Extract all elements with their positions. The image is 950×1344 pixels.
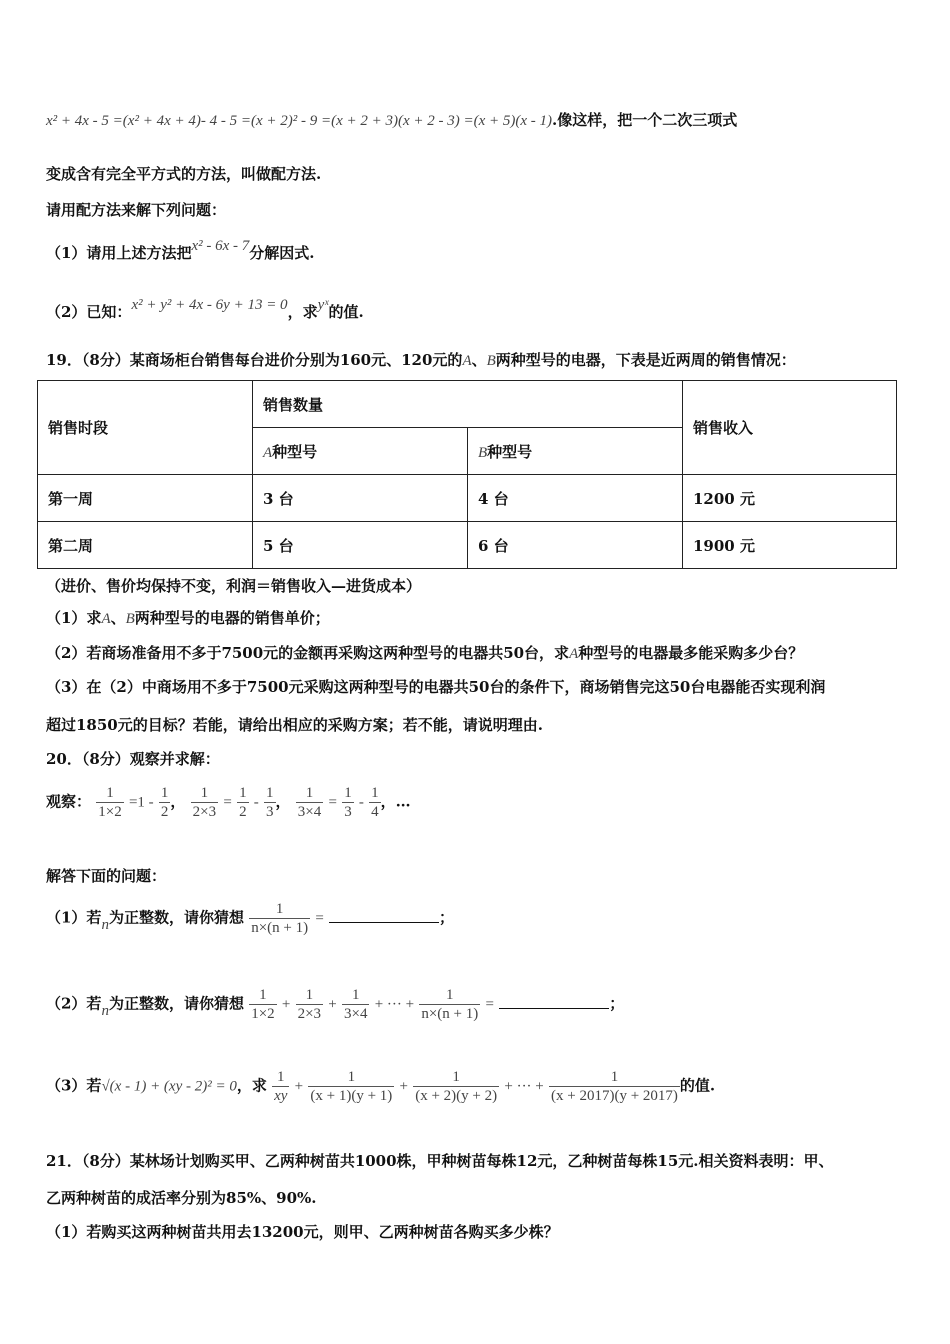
q21-stem-a: 21．（8分）某林场计划购买甲、乙两种树苗共1000株，甲种树苗每株12元，乙种树苗每株15元.相关资料表明：甲、 bbox=[46, 1152, 834, 1170]
answer-blank-1[interactable] bbox=[329, 908, 439, 923]
frac-1-over-3: $\frac{1}{3}$ bbox=[266, 785, 274, 820]
row1-a: 3 台 bbox=[253, 475, 468, 522]
frac-1-over-2: $\frac{1}{2}$ bbox=[160, 785, 169, 820]
ellipsis-plus: + ··· + bbox=[374, 996, 415, 1013]
row2-period: 第二周 bbox=[38, 522, 253, 569]
minus2: - bbox=[358, 794, 364, 811]
q18-p1-expr: x² - 6x - 7 bbox=[191, 238, 250, 254]
header-b-suffix: 种型号 bbox=[487, 442, 533, 461]
minus1: - bbox=[253, 794, 259, 811]
header-period: 销售时段 bbox=[38, 381, 253, 475]
q20-p2-pre: （2）若 bbox=[46, 994, 102, 1013]
header-a-suffix: 种型号 bbox=[272, 442, 318, 461]
q19-part2 bbox=[46, 643, 803, 664]
q20-p1-pre: （1）若 bbox=[46, 908, 102, 927]
q20-p3-cond: √(x - 1) + (xy - 2)² = 0 bbox=[101, 1078, 237, 1095]
q20-p3-post: 的值. bbox=[679, 1076, 716, 1095]
p3-ellipsis-plus: + ··· + bbox=[504, 1078, 544, 1095]
q18-p1-post: 分解因式. bbox=[249, 244, 315, 262]
sum-frac-2x3: $\frac{1}{2\times 3}$ bbox=[297, 987, 322, 1022]
comma2: ， bbox=[275, 792, 291, 811]
q19-p1-sep: 、 bbox=[110, 609, 126, 627]
eq3: = bbox=[328, 794, 337, 811]
q18-part2 bbox=[46, 297, 364, 323]
q18-p1-pre: （1）请用上述方法把 bbox=[46, 244, 192, 262]
q20-p1-n: n bbox=[101, 916, 109, 933]
intro-formula-line bbox=[46, 110, 737, 131]
q18-p2-post: 的值. bbox=[328, 303, 364, 321]
q19-stem-post: 两种型号的电器，下表是近两周的销售情况： bbox=[495, 351, 796, 369]
q19-p2-post: 种型号的电器最多能采购多少台？ bbox=[578, 644, 804, 662]
sum-frac-n: $\frac{1}{n\times(n + 1)}$ bbox=[421, 987, 479, 1022]
q19-p2-pre: （2）若商场准备用不多于7500元的金额再采购这两种型号的电器共50台，求 bbox=[46, 644, 570, 662]
frac-1-over-x2y2: $\frac{1}{(x + 2)(y + 2)}$ bbox=[415, 1069, 498, 1104]
header-income: 销售收入 bbox=[683, 381, 897, 475]
var-a: A bbox=[462, 353, 472, 369]
frac-1-over-n: $\frac{1}{n\times(n + 1)}$ bbox=[251, 901, 309, 936]
frac-1-over-3x4: $\frac{1}{3\times 4}$ bbox=[297, 785, 322, 820]
p3-plus2: + bbox=[399, 1078, 408, 1095]
q20-part1 bbox=[46, 900, 454, 937]
frac-1-over-xy: $\frac{1}{xy}$ bbox=[274, 1069, 288, 1104]
header-qty: 销售数量 bbox=[253, 381, 683, 428]
plus2: + bbox=[328, 996, 337, 1013]
q18-p2-expr: x² + y² + 4x - 6y + 13 = 0 bbox=[131, 297, 288, 313]
plus1: + bbox=[281, 996, 291, 1013]
eq1: =1 - bbox=[128, 794, 154, 811]
q19-stem bbox=[46, 350, 796, 371]
frac-1-over-1x2: $\frac{1}{1\times 2}$ bbox=[98, 785, 122, 820]
row2-b: 6 台 bbox=[468, 522, 683, 569]
q18-p2-mid: ，求 bbox=[287, 303, 318, 321]
semi1: ； bbox=[439, 908, 455, 927]
q19-p1-post: 两种型号的电器的销售单价； bbox=[134, 609, 330, 627]
header-b-var: B bbox=[478, 444, 488, 461]
q20-p2-n: n bbox=[101, 1002, 109, 1019]
q19-part1 bbox=[46, 608, 330, 629]
q18-p2-pre: （2）已知： bbox=[46, 303, 132, 321]
sum-frac-3x4: $\frac{1}{3\times 4}$ bbox=[344, 987, 368, 1022]
p3-plus1: + bbox=[294, 1078, 304, 1095]
header-type-a bbox=[253, 428, 468, 475]
q20-part2 bbox=[46, 986, 624, 1023]
table-row bbox=[38, 475, 897, 522]
formula-tail: .像这样，把一个二次三项式 bbox=[552, 111, 738, 129]
intro-prompt: 请用配方法来解下列问题： bbox=[46, 201, 227, 219]
formula-expression: x² + 4x - 5 =(x² + 4x + 4)- 4 - 5 =(x + 2)² - 9 =(x + 2 + 3)(x + 2 - 3) =(x + 5)(x - 1) bbox=[46, 113, 553, 129]
row1-b: 4 台 bbox=[468, 475, 683, 522]
comma1: ， bbox=[170, 792, 186, 811]
frac-1-over-3b: $\frac{1}{3}$ bbox=[344, 785, 352, 820]
q20-part3 bbox=[46, 1068, 715, 1105]
eq2: = bbox=[223, 794, 232, 811]
q19-p1-a: A bbox=[101, 611, 111, 627]
frac-1-over-2b: $\frac{1}{2}$ bbox=[239, 785, 247, 820]
q21-stem-b: 乙两种树苗的成活率分别为85%、90%. bbox=[46, 1189, 317, 1207]
frac-1-over-x1y1: $\frac{1}{(x + 1)(y + 1)}$ bbox=[310, 1069, 393, 1104]
q20-p3-pre: （3）若 bbox=[46, 1076, 102, 1095]
q20-stem: 20．（8分）观察并求解： bbox=[46, 750, 220, 768]
q19-p2-a: A bbox=[569, 646, 579, 662]
var-b: B bbox=[486, 353, 496, 369]
frac-1-over-2x3: $\frac{1}{2\times 3}$ bbox=[192, 785, 217, 820]
header-a-var: A bbox=[263, 444, 273, 461]
observe-tail: ，… bbox=[380, 792, 411, 811]
q19-note: （进价、售价均保持不变，利润＝销售收入—进货成本） bbox=[46, 577, 422, 595]
semi2: ； bbox=[609, 994, 625, 1013]
answer-blank-2[interactable] bbox=[499, 994, 609, 1009]
q19-part3-a: （3）在（2）中商场用不多于7500元采购这两种型号的电器共50台的条件下，商场销售完这50台电器能否实现利润 bbox=[46, 678, 826, 696]
row1-income: 1200 元 bbox=[683, 475, 897, 522]
frac-1-over-4: $\frac{1}{4}$ bbox=[371, 785, 379, 820]
q19-part3-b: 超过1850元的目标？若能，请给出相应的采购方案；若不能，请说明理由. bbox=[46, 716, 543, 734]
q20-p2-mid: 为正整数，请你猜想 bbox=[108, 994, 244, 1013]
intro-continuation: 变成含有完全平方式的方法，叫做配方法. bbox=[46, 165, 322, 183]
q20-p1-mid: 为正整数，请你猜想 bbox=[108, 908, 244, 927]
q19-p1-pre: （1）求 bbox=[46, 609, 102, 627]
q20-p2-eq: = bbox=[485, 996, 494, 1013]
header-type-b bbox=[468, 428, 683, 475]
sum-frac-1x2: $\frac{1}{1\times 2}$ bbox=[251, 987, 275, 1022]
q19-p1-b: B bbox=[125, 611, 135, 627]
q18-part1 bbox=[46, 238, 315, 264]
q20-p1-eq: = bbox=[315, 910, 324, 927]
q20-observe bbox=[46, 784, 411, 821]
q20-p3-mid: ，求 bbox=[236, 1076, 267, 1095]
frac-1-over-x2017: $\frac{1}{(x + 2017)(y + 2017)}$ bbox=[551, 1069, 678, 1104]
row2-a: 5 台 bbox=[253, 522, 468, 569]
sep: 、 bbox=[471, 351, 487, 369]
observe-label: 观察： bbox=[46, 792, 92, 811]
sales-table bbox=[37, 380, 897, 569]
row2-income: 1900 元 bbox=[683, 522, 897, 569]
q18-p2-expr2: yˣ bbox=[317, 297, 329, 313]
table-row bbox=[38, 522, 897, 569]
q20-answer-prompt: 解答下面的问题： bbox=[46, 867, 167, 885]
q19-stem-pre: 19．（8分）某商场柜台销售每台进价分别为160元、120元的 bbox=[46, 351, 463, 369]
row1-period: 第一周 bbox=[38, 475, 253, 522]
q21-part1: （1）若购买这两种树苗共用去13200元，则甲、乙两种树苗各购买多少株？ bbox=[46, 1223, 559, 1241]
